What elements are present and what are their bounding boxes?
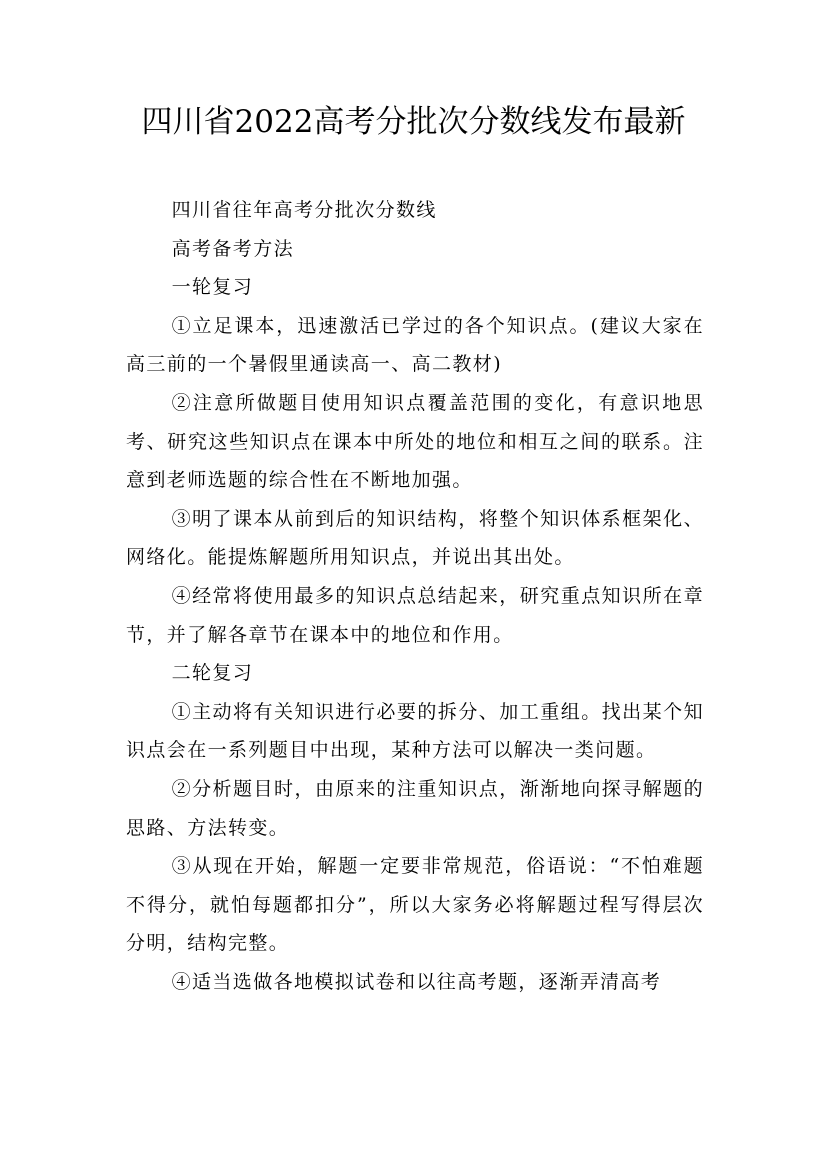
document-body (126, 191, 704, 1001)
document-title: 四川省2022高考分批次分数线发布最新 (141, 104, 686, 140)
paragraph: ④适当选做各地模拟试卷和以往高考题，逐渐弄清高考 (171, 970, 662, 993)
paragraph: ②分析题目时，由原来的注重知识点，渐渐地向探寻解题的思路、方法转变。 (126, 777, 704, 839)
paragraph: ③明了课本从前到后的知识结构，将整个知识体系框架化、网络化。能提炼解题所用知识点，并说出其出处。 (126, 507, 704, 569)
paragraph: ①立足课本，迅速激活已学过的各个知识点。(建议大家在高三前的一个暑假里通读高一、高二教材) (126, 314, 704, 376)
paragraph: ②注意所做题目使用知识点覆盖范围的变化，有意识地思考、研究这些知识点在课本中所处的地位和相互之间的联系。注意到老师选题的综合性在不断地加强。 (126, 391, 704, 492)
paragraph: ③从现在开始，解题一定要非常规范，俗语说：“不怕难题不得分，就怕每题都扣分”，所以大家务必将解题过程写得层次分明，结构完整。 (126, 855, 704, 955)
paragraph: ①主动将有关知识进行必要的拆分、加工重组。找出某个知识点会在一系列题目中出现，某种方法可以解决一类问题。 (126, 700, 704, 762)
paragraph-heading-round-one: 一轮复习 (171, 276, 254, 299)
paragraph: ④经常将使用最多的知识点总结起来，研究重点知识所在章节，并了解各章节在课本中的地位和作用。 (126, 584, 704, 646)
paragraph-heading-round-two: 二轮复习 (171, 662, 254, 685)
paragraph-heading-methods: 高考备考方法 (171, 237, 294, 260)
paragraph-heading-past-scores: 四川省往年高考分批次分数线 (171, 199, 437, 221)
